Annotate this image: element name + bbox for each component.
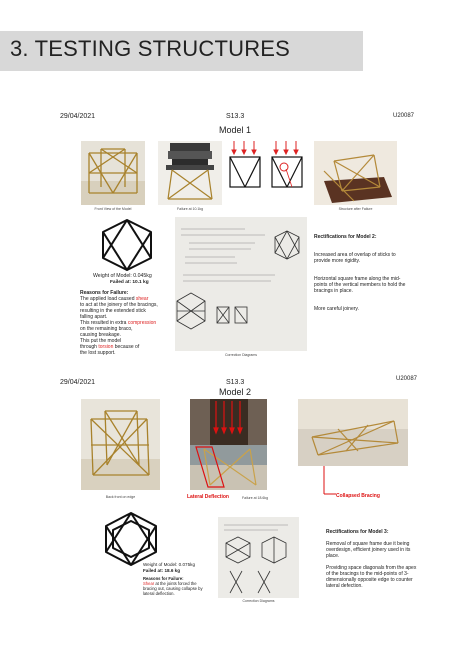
model1-failed-at: Failed at: 10.1 kg: [110, 280, 149, 285]
model2-front-caption: Back front on edge: [105, 495, 136, 499]
model1-reason-line: to act at the joinery of the bracings,: [80, 302, 158, 308]
model1-reason-line: on the remaining braco,: [80, 326, 133, 332]
model2-date: 29/04/2021: [60, 379, 96, 386]
model2-reason-line: lateral deflection.: [143, 591, 175, 596]
model1-rectification-item: More careful joinery.: [314, 306, 359, 312]
model1-front-photo: [81, 141, 145, 205]
model1-after-caption: Structure after Failure: [338, 207, 373, 211]
model1-correction-caption: Correction Diagrams: [224, 353, 258, 357]
model1-date: 29/04/2021: [60, 113, 96, 120]
model2-correction-sketch: [218, 517, 299, 598]
model2-front-photo: [81, 399, 160, 490]
model1-reasons-title: Reasons for Failure:: [80, 290, 129, 296]
model2-collapsed-bracing-label: Collapsed Bracing: [336, 493, 380, 499]
model2-rectifications: [326, 529, 418, 589]
model2-cube-icon: [103, 511, 159, 567]
model2-correction-caption: Correction Diagrams: [242, 599, 275, 603]
model1-reason-line: This resulted in extra compression: [80, 320, 157, 326]
model2-code: S13.3: [226, 379, 245, 386]
model1-reason-line: through torsion because of: [80, 344, 140, 350]
model2-failed-at: Failed at: 18.6 kg: [143, 568, 181, 573]
model2-weight: Weight of Model: 0.075kg: [143, 562, 196, 567]
model1-title: Model 1: [219, 125, 252, 135]
page-title: 3. TESTING STRUCTURES: [10, 36, 291, 61]
model1-rectification-item: Increased area of overlap of sticks to provide more rigidity.: [314, 252, 396, 264]
model2-reason-line: bracing out, causing collapse by: [143, 586, 203, 591]
model1-cube-icon: [101, 218, 153, 272]
model2-failure-caption: Failure at 18.6kg: [241, 496, 269, 500]
model2-title: Model 2: [219, 387, 252, 397]
model1-reason-line: resulting in the extended stick: [80, 308, 146, 314]
model2-failure-photo: [190, 399, 267, 490]
model1-correction-sketch: [175, 217, 307, 351]
model2-collapsed-photo: [298, 399, 408, 466]
model1-load-diagrams: [226, 141, 306, 193]
model1-rectification-item: Horizontal square frame along the mid-points of the vertical members to hold the bracings in place.: [314, 276, 406, 294]
model1-reason-line: causing breakage.: [80, 332, 121, 338]
model2-id: U20087: [396, 376, 418, 382]
model1-reason-line: falling apart.: [80, 314, 108, 320]
model2-lateral-deflection-label: Lateral Deflection: [187, 494, 229, 500]
model2-rectification-item: Providing space diagonals from the apex of the bracings to the mid-points of 3-dimensionally opposite edge to counter lateral defection.: [326, 565, 417, 589]
model1-reason-line: This put the model: [80, 338, 122, 344]
model1-reasons: [80, 290, 175, 356]
model2-reason-line: Shear at the joints forced the: [143, 581, 197, 586]
model1-id: U20087: [393, 113, 415, 119]
model2-reasons-title: Reasons for Failure:: [143, 576, 184, 581]
model2-callout-line: [322, 466, 336, 496]
model1-failure-photo: [158, 141, 222, 205]
model1-front-caption: Front View of the Model: [94, 207, 132, 211]
model1-reason-line: The applied load caused shear: [80, 296, 149, 302]
model1-failure-caption: Failure at 10.1kg: [176, 207, 204, 211]
model1-reason-line: the lost support.: [80, 350, 116, 356]
model1-rectifications: [314, 234, 409, 312]
model1-weight: Weight of Model: 0.045kg: [93, 273, 152, 279]
model2-rectifications-title: Rectifications for Model 3:: [326, 529, 389, 535]
model1-rectifications-title: Rectifications for Model 2:: [314, 234, 377, 240]
model2-reasons: [143, 576, 218, 596]
model2-rectification-item: Removal of square frame due it being overdesign, efficient joinery used in its place.: [326, 541, 411, 559]
model1-code: S13.3: [226, 113, 245, 120]
model1-after-photo: [314, 141, 397, 205]
